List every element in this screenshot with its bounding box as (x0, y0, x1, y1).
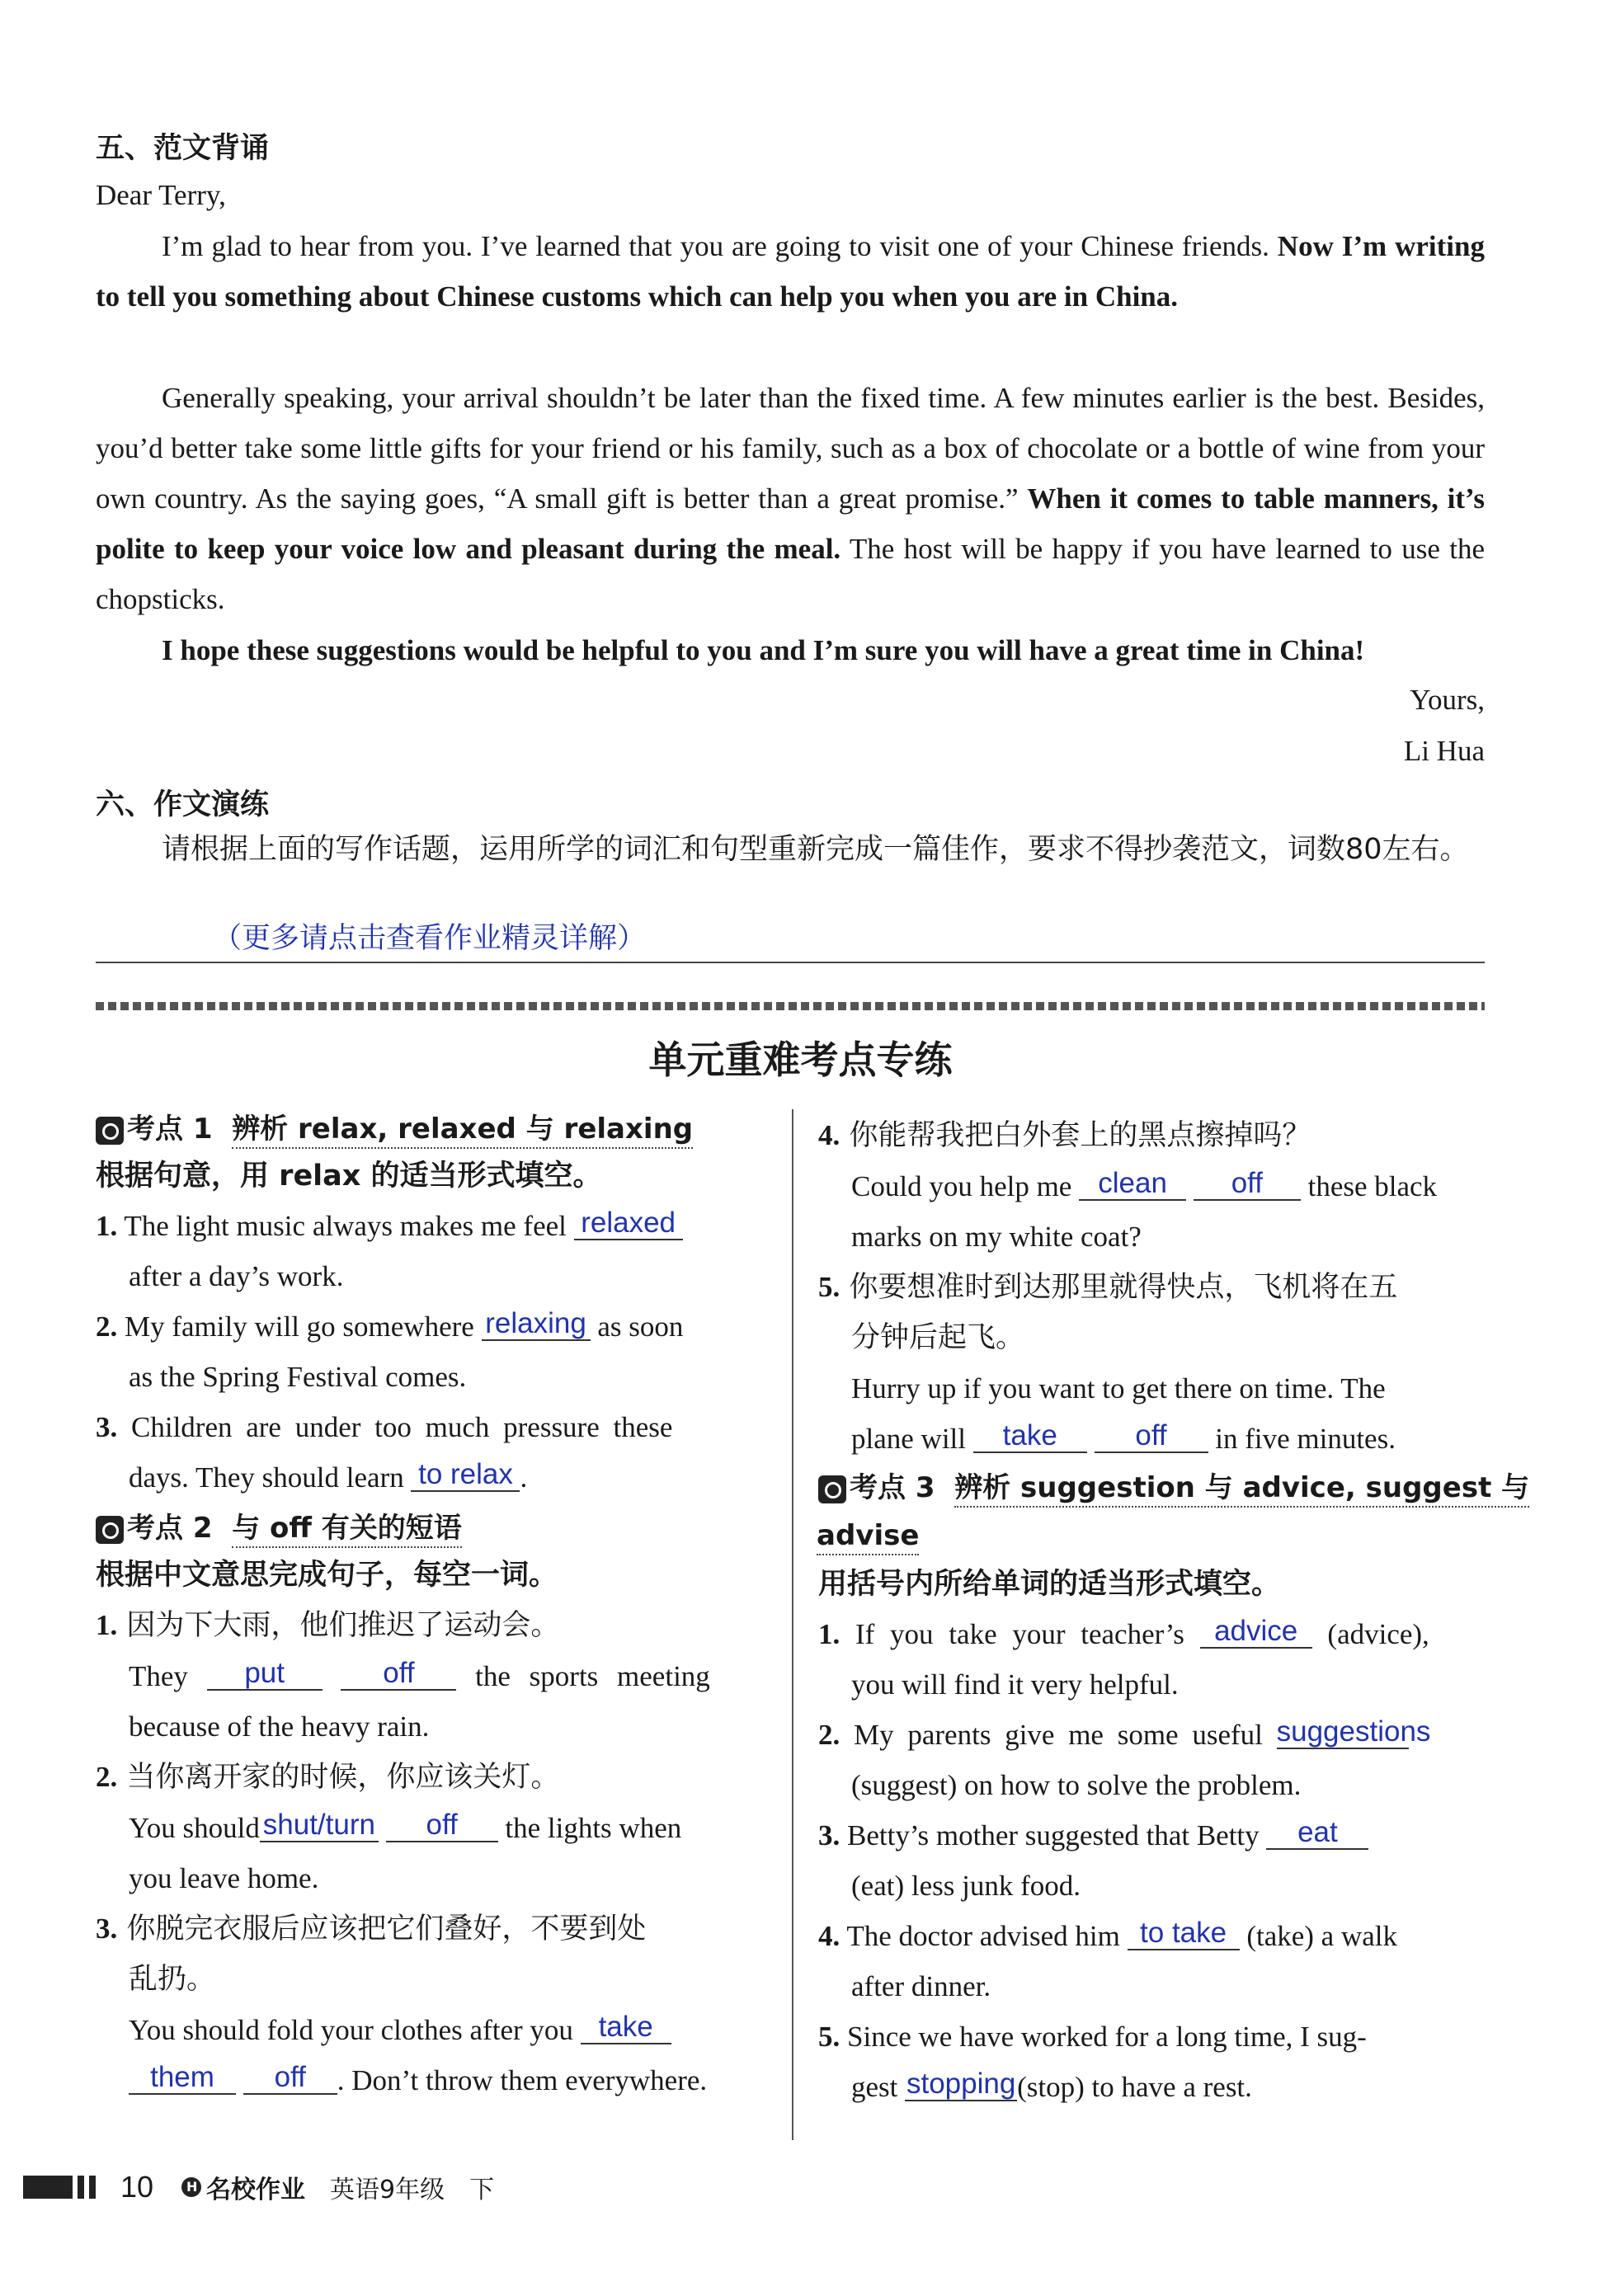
kp3-header (818, 1464, 1530, 1512)
question-text: . Don’t throw them everywhere. (337, 2064, 708, 2096)
question-number: 1. (818, 1618, 841, 1650)
footer-volume: 下 (469, 2176, 495, 2204)
answer-blank[interactable]: them (129, 2062, 236, 2095)
question-text: days. They should learn (129, 1461, 404, 1494)
question-number: 5. (818, 1271, 841, 1303)
kp3-title-cont: advise (817, 1519, 919, 1555)
answer-blank[interactable]: relaxed (574, 1207, 683, 1240)
paragraph-3-bold: I hope these suggestions would be helpful to you and I’m sure you will have a great time in China! (162, 634, 1365, 666)
answer-blank[interactable]: take (973, 1420, 1087, 1453)
kp3-title: 辨析 suggestion 与 advice, suggest 与 (954, 1471, 1529, 1508)
answer-blank[interactable]: advice (1200, 1616, 1312, 1649)
kp1-question-1-cont: after a day’s work. (129, 1260, 344, 1292)
kp2-question-1 (96, 1600, 765, 1651)
kp2-question-3-en (96, 2005, 765, 2055)
question-text: Betty’s mother suggested that Betty (847, 1819, 1260, 1851)
question-text: They (129, 1660, 188, 1692)
answer-blank[interactable]: put (207, 1658, 323, 1691)
question-text: plane will (851, 1423, 966, 1455)
target-icon (96, 1516, 124, 1544)
kp2-question-3-en-cont (96, 2055, 765, 2105)
answer-blank[interactable]: stopping (906, 2068, 1016, 2100)
answer-blank[interactable]: to take (1128, 1917, 1240, 1950)
letter-paragraph-1 (96, 221, 1485, 322)
footer-bar-icon (78, 2176, 84, 2199)
section-divider (96, 962, 1485, 963)
letter-paragraph-2 (96, 373, 1485, 624)
question-number: 2. (96, 1310, 118, 1343)
question-chinese: 因为下大雨，他们推迟了运动会。 (126, 1609, 560, 1642)
answer-blank[interactable]: off (386, 1809, 498, 1842)
question-text: (stop) to have a rest. (1017, 2071, 1252, 2103)
footer-bar-icon (23, 2176, 73, 2199)
question-text: gest (851, 2071, 898, 2103)
target-icon (818, 1475, 846, 1503)
kp1-question-1 (96, 1201, 765, 1251)
question-text: Could you help me (851, 1170, 1072, 1202)
kp1-header (96, 1107, 765, 1151)
column-divider (792, 1109, 793, 2140)
section5-heading: 五、范文背诵 (96, 132, 270, 165)
question-number: 3. (818, 1819, 841, 1851)
answer-blank[interactable]: take (581, 2011, 671, 2044)
footer (23, 2172, 494, 2202)
question-text: If you take your teacher’s (855, 1618, 1184, 1650)
kp2-question-5-en-cont (818, 1414, 1485, 1464)
kp2-header (96, 1506, 765, 1550)
question-text: these black (1307, 1170, 1438, 1202)
question-text: You should (129, 1812, 260, 1844)
answer-blank[interactable]: suggestions (1276, 1715, 1431, 1748)
brand-logo-icon: H (181, 2177, 201, 2197)
kp3-label: 考点 3 (850, 1471, 935, 1504)
kp2-question-2-cont: you leave home. (129, 1862, 319, 1894)
paragraph-1-text: I’m glad to hear from you. I’ve learned that you are going to visit one of your Chinese friends. (162, 230, 1269, 262)
answer-blank[interactable]: off (1095, 1420, 1208, 1453)
kp3-question-1 (818, 1609, 1485, 1659)
kp3-question-3-cont: (eat) less junk food. (851, 1870, 1081, 1902)
question-text: the sports meeting (475, 1660, 710, 1692)
answer-blank[interactable]: off (243, 2062, 337, 2095)
question-number: 3. (96, 1913, 118, 1945)
letter-signature: Li Hua (1403, 735, 1485, 767)
answer-blank[interactable]: clean (1079, 1168, 1186, 1201)
kp1-question-3 (96, 1402, 765, 1452)
kp1-question-3-cont (96, 1452, 765, 1503)
answer-blank[interactable]: eat (1266, 1817, 1368, 1850)
kp3-question-3 (818, 1810, 1485, 1861)
question-number: 3. (96, 1411, 118, 1443)
question-text: My family will go somewhere (125, 1310, 474, 1343)
kp3-question-2 (818, 1710, 1485, 1760)
paragraph-2-tail: The host will be happy if you have learned to use the chopsticks. (96, 533, 1485, 615)
more-details-link[interactable]: （更多请点击查看作业精灵详解） (213, 922, 647, 955)
question-number: 2. (96, 1761, 118, 1793)
dashed-separator (96, 1002, 1485, 1010)
kp2-question-3-zh-cont: 乱扔。 (129, 1963, 216, 1996)
kp2-question-4 (818, 1110, 1485, 1161)
kp2-question-1-cont: because of the heavy rain. (129, 1710, 430, 1743)
question-text: My parents give me some useful (854, 1719, 1263, 1751)
footer-subject: 英语9年级 (330, 2176, 445, 2204)
kp2-question-4-cont: marks on my white coat? (851, 1221, 1142, 1253)
kp3-instruction: 用括号内所给单词的适当形式填空。 (818, 1568, 1281, 1601)
answer-blank[interactable]: off (341, 1658, 456, 1691)
kp3-question-5-cont (818, 2062, 1485, 2112)
answer-blank[interactable]: off (1194, 1168, 1301, 1201)
footer-brand: 名校作业 (206, 2176, 306, 2204)
question-number: 5. (818, 2021, 841, 2053)
kp3-question-1-cont: you will find it very helpful. (851, 1668, 1179, 1701)
kp3-question-2-cont: (suggest) on how to solve the problem. (851, 1769, 1302, 1801)
unit-title: 单元重难考点专练 (648, 1037, 953, 1082)
question-text: . (520, 1461, 528, 1494)
question-number: 1. (96, 1210, 118, 1242)
kp3-header-cont (817, 1512, 1485, 1560)
kp1-label: 考点 1 (127, 1113, 213, 1146)
left-column (96, 1107, 765, 2105)
question-chinese: 当你离开家的时候，你应该关灯。 (126, 1761, 560, 1794)
kp2-question-3 (96, 1903, 765, 1955)
kp2-question-5-zh-cont: 分钟后起飞。 (851, 1321, 1025, 1354)
question-number: 1. (96, 1609, 118, 1641)
letter-salutation: Dear Terry, (96, 179, 226, 211)
question-text: You should fold your clothes after you (129, 2014, 573, 2046)
footer-bar-icon (89, 2176, 96, 2199)
paragraph-2-text: Generally speaking, your arrival shouldn’t be later than the fixed time. A few minutes earlier is the best. Besides, you’d better take some little gifts for your friend or his family, such as a box of chocolate or a bottle of wine from your own country. As the saying goes, “A small gift is better than a great promise.” (96, 382, 1485, 515)
question-chinese: 你能帮我把白外套上的黑点擦掉吗？ (849, 1119, 1311, 1152)
paragraph-2-bold: When it comes to table manners, it’s polite to keep your voice low and pleasant during the meal. (96, 482, 1486, 565)
letter-closing: Yours, (1410, 684, 1485, 716)
answer-blank[interactable]: to relax (411, 1459, 520, 1492)
question-number: 4. (818, 1920, 841, 1952)
kp1-title: 辨析 relax, relaxed 与 relaxing (232, 1113, 693, 1149)
question-text: in five minutes. (1215, 1423, 1396, 1455)
kp2-question-5 (818, 1262, 1485, 1313)
question-text: (take) a walk (1246, 1920, 1398, 1952)
page-number: 10 (120, 2170, 154, 2204)
kp3-question-5 (818, 2011, 1485, 2062)
question-text: The light music always makes me feel (124, 1210, 567, 1242)
question-chinese: 你脱完衣服后应该把它们叠好，不要到处 (126, 1913, 647, 1945)
section6-instruction: 请根据上面的写作话题，运用所学的词汇和句型重新完成一篇佳作，要求不得抄袭范文，词数80左右。 (162, 833, 1469, 866)
kp2-question-4-en (818, 1161, 1485, 1212)
kp1-instruction: 根据句意，用 relax 的适当形式填空。 (96, 1160, 602, 1193)
kp1-question-2-cont: as the Spring Festival comes. (129, 1361, 467, 1393)
kp2-question-2 (96, 1752, 765, 1803)
right-column (817, 1110, 1530, 2112)
question-number: 4. (818, 1119, 841, 1151)
question-text: as soon (597, 1310, 684, 1343)
section6-heading: 六、作文演练 (96, 788, 270, 821)
kp2-instruction: 根据中文意思完成句子，每空一词。 (96, 1559, 558, 1592)
question-text: (advice), (1327, 1618, 1429, 1650)
kp2-question-1-en (96, 1651, 765, 1701)
question-text: Children are under too much pressure these (131, 1411, 673, 1443)
kp2-title: 与 off 有关的短语 (232, 1512, 462, 1548)
answer-blank[interactable]: relaxing (482, 1308, 591, 1341)
kp1-question-2 (96, 1301, 765, 1352)
question-text: The doctor advised him (846, 1920, 1120, 1952)
question-number: 2. (818, 1719, 841, 1751)
kp2-question-2-en (96, 1803, 765, 1853)
question-chinese: 你要想准时到达那里就得快点，飞机将在五 (849, 1271, 1398, 1304)
kp3-question-4 (818, 1911, 1485, 1961)
kp3-question-4-cont: after dinner. (851, 1970, 991, 2002)
question-text: the lights when (505, 1812, 682, 1844)
paragraph-1-bold: Now I’m writing to tell you something about Chinese customs which can help you when you are in China. (96, 230, 1485, 313)
kp2-question-5-en: Hurry up if you want to get there on time. The (851, 1372, 1386, 1404)
answer-blank[interactable]: shut/turn (260, 1809, 379, 1842)
target-icon (96, 1117, 124, 1145)
question-text: Since we have worked for a long time, I sug- (847, 2021, 1367, 2053)
letter-paragraph-3 (162, 625, 1485, 675)
kp2-label: 考点 2 (127, 1512, 213, 1545)
